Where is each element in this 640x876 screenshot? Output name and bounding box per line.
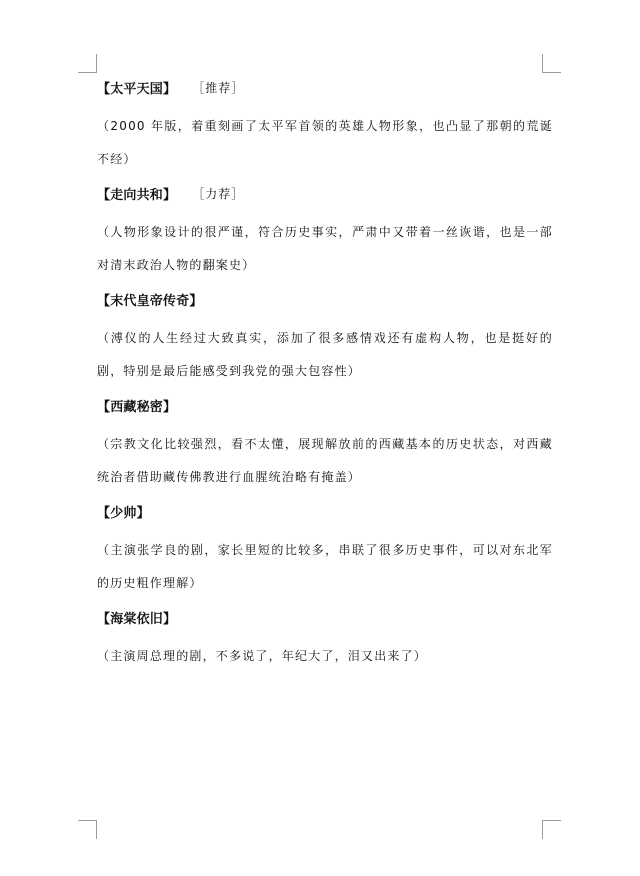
entry-modai-huangdi-chuanqi [97, 288, 553, 388]
entry-taiping-tianguo [97, 76, 553, 176]
entry-title: 【末代皇帝传奇】 [97, 293, 203, 309]
entry-description: （溥仪的人生经过大致真实，添加了很多感情戏还有虚构人物，也是挺好的剧，特别是最后能感受到我党的强大包容性） [97, 331, 553, 378]
entry-title: 【少帅】 [97, 505, 150, 521]
entry-haitang-yijiu [97, 606, 553, 673]
entry-title-line [97, 182, 553, 204]
crop-mark-bottom-right [542, 820, 561, 839]
entry-description: （主演张学良的剧，家长里短的比较多，串联了很多历史事件，可以对东北军的历史粗作理解） [97, 543, 553, 590]
entry-title-line [97, 288, 553, 310]
entry-title: 【西藏秘密】 [97, 399, 177, 415]
entry-xizang-mimi [97, 394, 553, 494]
entry-description: （人物形象设计的很严谨，符合历史事实，严肃中又带着一丝诙谐，也是一部对清末政治人物的翻案史） [97, 225, 553, 272]
entry-title-line [97, 76, 553, 98]
entry-shaoshuai [97, 500, 553, 600]
document-content [97, 76, 553, 679]
entry-zouxiang-gonghe [97, 182, 553, 282]
entry-title-line [97, 394, 553, 416]
crop-mark-top-right [542, 54, 561, 73]
entry-title-line [97, 606, 553, 628]
entry-recommendation-tag: ［推荐］ [192, 80, 245, 95]
entry-description: （宗教文化比较强烈，看不太懂，展现解放前的西藏基本的历史状态，对西藏统治者借助藏传佛教进行血腥统治略有掩盖） [97, 437, 553, 484]
entry-description: （2000 年版，着重刻画了太平军首领的英雄人物形象，也凸显了那朝的荒诞不经） [97, 119, 553, 166]
entry-title: 【太平天国】 [97, 81, 177, 97]
crop-mark-bottom-left [78, 820, 97, 839]
entry-title: 【海棠依旧】 [97, 611, 177, 627]
entry-title-line [97, 500, 553, 522]
entry-recommendation-tag: ［力荐］ [192, 186, 245, 201]
crop-mark-top-left [78, 54, 97, 73]
entry-description: （主演周总理的剧，不多说了，年纪大了，泪又出来了） [97, 649, 428, 663]
entry-title: 【走向共和】 [97, 187, 177, 203]
